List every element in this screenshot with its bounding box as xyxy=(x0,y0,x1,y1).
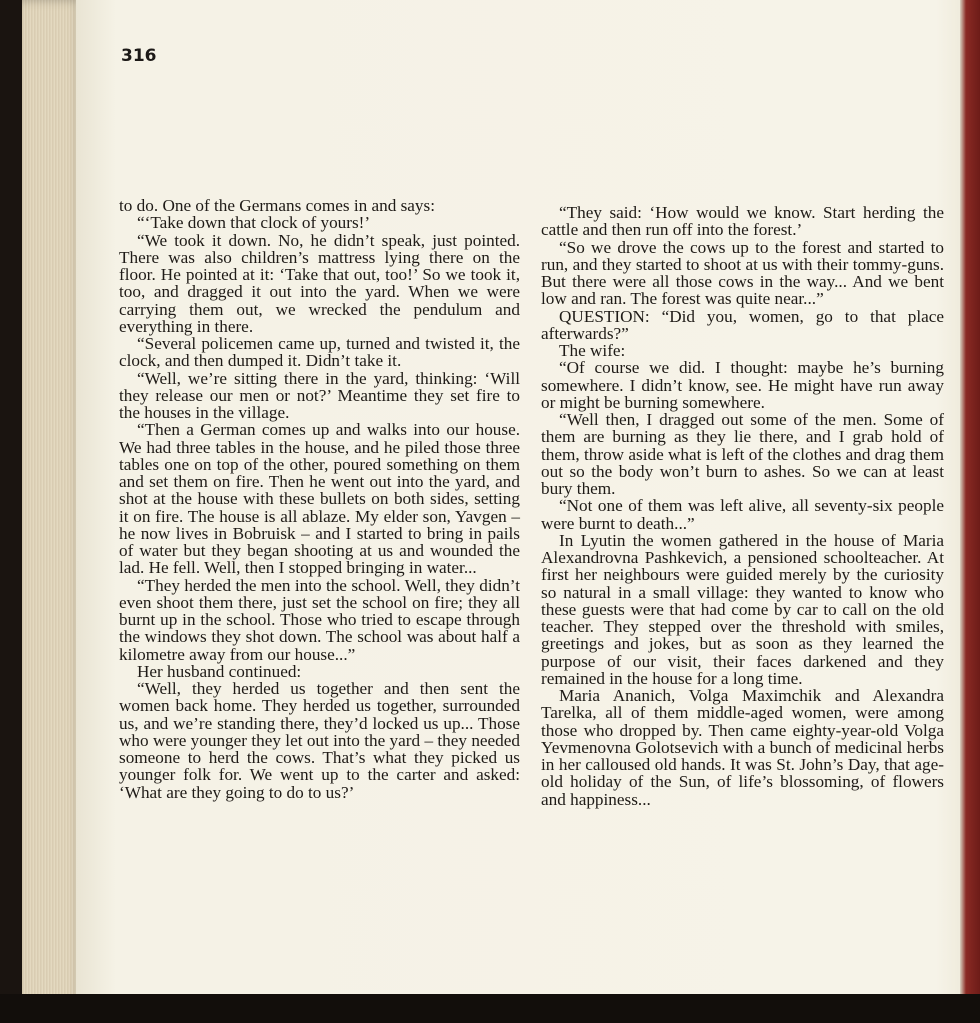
paragraph: “Of course we did. I thought: maybe he’s burning somewhere. I didn’t know, see. He might have run away or might be burning somewhere. xyxy=(541,358,944,412)
paragraph: “Well, they herded us together and then sent the women back home. They herded us together, surrounded us, and we’re standing there, they’d locked us up... Those who were younger they let out into the yard – they needed someone to herd the cows. That’s what they picked us younger folk for. We went up to the carter and asked: ‘What are they going to do to us?’ xyxy=(119,679,520,802)
paragraph: “‘Take down that clock of yours!’ xyxy=(137,213,371,233)
dark-background xyxy=(0,994,980,1023)
paragraph: “Then a German comes up and walks into our house. We had three tables in the house, and he piled those three tables one on top of the other, poured something on them and set them on fire. Then he went out into the yard, and shot at the house with these bullets on both sides, setting it on fire. The house is all ablaze. My elder son, Yavgen – he now lives in Bobruisk – and I started to bring in pails of water but they began shooting at us and wounded the lad. He fell. Well, then I stopped bringing in water... xyxy=(119,420,520,578)
paragraph: Maria Ananich, Volga Maximchik and Alexandra Tarelka, all of them middle-aged women, were among those who dropped by. Then came eighty-year-old Volga Yevmenovna Golotsevich with a bunch of medicinal herbs in her calloused old hands. It was St. John’s Day, that age-old holiday of the Sun, of life’s blossoming, of flowers and happiness... xyxy=(541,686,944,809)
left-column xyxy=(119,197,520,801)
paragraph: The wife: xyxy=(559,341,626,360)
paragraph: “Well, we’re sitting there in the yard, thinking: ‘Will they release our men or not?’ Meantime they set fire to the houses in the village. xyxy=(119,368,520,422)
paragraph: “So we drove the cows up to the forest and started to run, and they started to shoot at us with their tommy-guns. But there were all those cows in the way... And we bent low and ran. The forest was quite near...” xyxy=(541,237,944,309)
cover-edge xyxy=(960,0,980,1023)
paragraph: In Lyutin the women gathered in the house of Maria Alexandrovna Pashkevich, a pensioned schoolteacher. At first her neighbours were guided merely by the curiosity so natural in a small village: they wanted to know who these guests were that had come by car to call on the old teacher. They stepped over the threshold with smiles, greetings and jokes, but as soon as they learned the purpose of our visit, their faces darkened and they remained in the house for a long time. xyxy=(541,530,944,688)
paragraph: “They herded the men into the school. Well, they didn’t even shoot them there, just set the school on fire; they all burnt up in the school. Those who tried to escape through the windows they shot down. The school was about half a kilometre away from our house...” xyxy=(119,575,520,664)
paragraph: “Well then, I dragged out some of the men. Some of them are burning as they lie there, and I grab hold of them, throw aside what is left of the clothes and drag them out so the body won’t burn to ashes. So we can at least bury them. xyxy=(541,410,944,498)
paragraph: “Not one of them was left alive, all seventy-six people were burnt to death...” xyxy=(541,496,944,533)
page-edges xyxy=(22,0,84,1023)
page-number: 316 xyxy=(121,46,157,66)
paragraph: “Several policemen came up, turned and twisted it, the clock, and then dumped it. Didn’t take it. xyxy=(119,334,520,371)
paragraph: to do. One of the Germans comes in and says: xyxy=(119,196,435,215)
paragraph: QUESTION: “Did you, women, go to that place afterwards?” xyxy=(541,306,944,343)
right-column xyxy=(541,204,944,808)
paragraph: “We took it down. No, he didn’t speak, just pointed. There was also children’s mattress lying there on the floor. He pointed at it: ‘Take that out, too!’ So we took it, too, and dragged it out into the yard. When we were carrying them out, we wrecked the pendulum and everything in there. xyxy=(119,230,520,336)
paragraph: Her husband continued: xyxy=(137,661,302,681)
paragraph: “They said: ‘How would we know. Start herding the cattle and then run off into the forest.’ xyxy=(541,203,944,240)
